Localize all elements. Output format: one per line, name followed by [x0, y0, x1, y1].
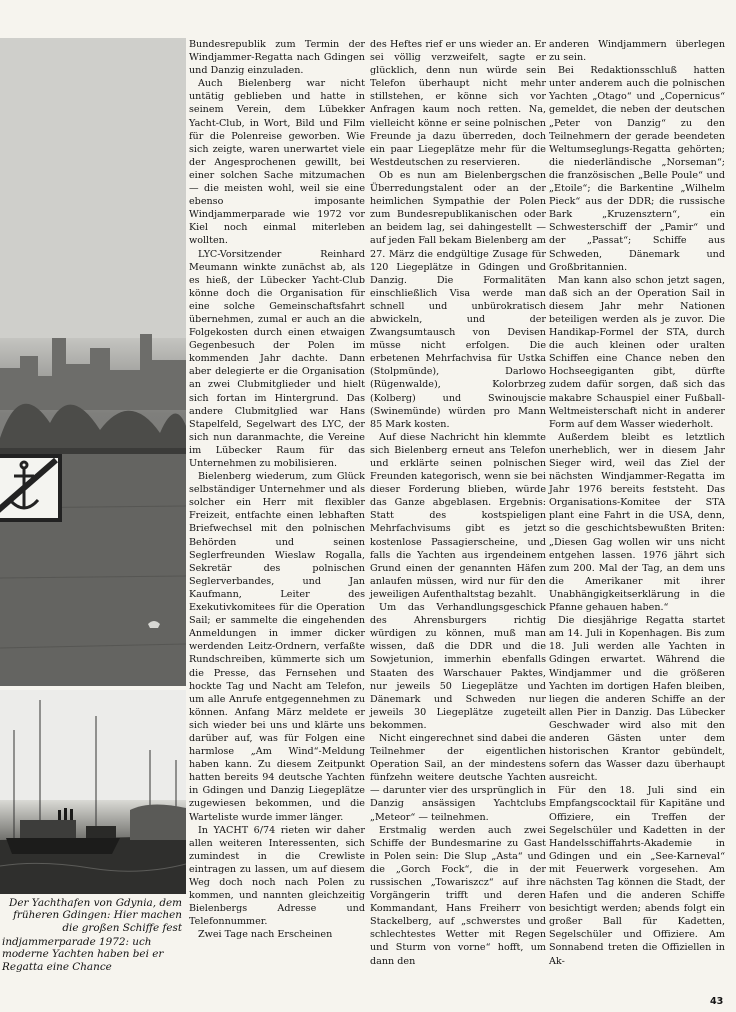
paragraph: Man kann also schon jetzt sagen, daß sich an der Operation Sail in diesem Jahr mehr Nationen beteiligen werden als je zuvor. Die Handikap-Formel der STA, durch die auch kleinen oder uralten Schiffen eine Chance neben den Hochseegiganten gibt, dürfte zudem dafür sorgen, daß sich das makabre Schauspiel einer Fußball-Weltmeisterschaft nicht in anderer Form auf dem Wasser wiederholt.	[549, 274, 725, 430]
photo-caption-bottom: indjammerparade 1972: uch moderne Yachten haben bei er Regatta eine Chance	[2, 936, 164, 973]
paragraph: Auf diese Nachricht hin klemmte sich Bielenberg erneut ans Telefon und erklärte seinen polnischen Freunden kategorisch, wenn sie bei dieser Forderung blieben, würde das Ganze abgeblasen. Ergebnis: Statt des kostspieligen Mehrfachvisums gibt es jetzt kostenlose Passagierscheine, und falls die Yachten aus irgendeinem Grund einen der genannten Häfen anlaufen müssen, wird nur für den jeweiligen Aufenthaltstag bezahlt.	[370, 431, 546, 600]
paragraph: Bundesrepublik zum Termin der Windjammer-Regatta nach Gdingen und Danzig einzuladen.	[189, 39, 365, 77]
article-column-1	[189, 38, 365, 941]
paragraph: Zwei Tage nach Erscheinen	[198, 929, 333, 941]
paragraph: Bei Redaktionsschluß hatten unter anderem auch die polnischen Yachten „Otago“ und „Copernicus“ gemeldet, die neben der deutschen „Peter von Danzig“ zu den Teilnehmern der gerade beendeten Weltumseglungs-Regatta gehörten; die niederländische „Norseman“; die französischen „Belle Poule“ und „Etoile“; die Barkentine „Wilhelm Pieck“ aus der DDR; die russische Bark „Kruzensztern“, ein Schwesterschiff der „Pamir“ und der „Passat“; Schiffe aus Schweden, Dänemark und Großbritannien.	[549, 65, 725, 273]
paragraph: Um das Verhandlungsgeschick des Ahrensburgers richtig würdigen zu können, muß man wissen, daß die DDR und die Sowjetunion, immerhin ebenfalls Staaten des Warschauer Paktes, nur jeweils 50 Liegeplätze und Dänemark und Schweden nur jeweils 30 Liegeplätze zugeteilt bekommen.	[370, 602, 546, 731]
paragraph: Die diesjährige Regatta startet am 14. Juli in Kopenhagen. Bis zum 18. Juli werden alle Yachten in Gdingen erwartet. Während die Windjammer und die größeren Yachten im dortigen Hafen bleiben, liegen die anderen Schiffe an der allen Pier in Danzig. Das Lübecker Geschwader wird also mit den anderen Gästen unter dem historischen Krantor gebündelt, sofern das Wasser dazu überhaupt ausreicht.	[549, 615, 725, 784]
paragraph: Außerdem bleibt es letztlich unerheblich, wer in diesem Jahr Sieger wird, weil das Ziel der nächsten Windjammer-Regatta im Jahr 1976 bereits feststeht. Das Organisations-Komitee der STA plant eine Fahrt in die USA, denn, so die geschichtsbewußten Briten: „Diesen Gag wollen wir uns nicht entgehen lassen. 1976 jährt sich zum 200. Mal der Tag, an dem uns die Amerikaner mit ihrer Unabhängigkeitserklärung in die Pfanne gehauen haben.“	[549, 431, 725, 614]
paragraph: Auch Bielenberg war nicht untätig geblieben und hatte in seinem Verein, dem Lübekker Yacht-Club, in Wort, Bild und Film für die Polenreise geworben. Wie sich zeigte, waren unerwartet viele der Angesprochenen gewillt, bei einer solchen Sache mitzumachen — die meisten wohl, weil sie eine ebenso imposante Windjammerparade wie 1972 vor Kiel noch einmal miterleben wollten.	[189, 78, 365, 247]
paragraph: LYC-Vorsitzender Reinhard Meumann winkte zunächst ab, als es hieß, der Lübecker Yacht-Club könne doch die Organisation für eine solche Gemeinschaftsfahrt übernehmen, zumal er auch an die Folgekosten durch einen etwaigen Gegenbesuch der Polen im kommenden Jahr dachte. Dann aber delegierte er die Organisation an zwei Clubmitglieder und hielt sich fortan im Hintergrund. Das andere Clubmitglied war Hans Stapelfeld, Segelwart des LYC, der sich nun daranmachte, die Vereine im Lübecker Raum für das Unternehmen zu mobilisieren.	[189, 248, 365, 469]
harbor-photo	[0, 38, 186, 686]
paragraph: Erstmalig werden auch zwei Schiffe der Bundesmarine zu Gast in Polen sein: Die Slup „Asta“ und die „Gorch Fock“, die in der russischen „Towariszcz“ auf ihre Vorgängerin trifft und deren Kommandant, Hans Freiherr von Stackelberg, auf „schwerstes und schlechtestes Wetter mit Regen und Sturm von vorne“ hofft, um dann den	[370, 824, 546, 967]
paragraph: Nicht eingerechnet sind dabei die Teilnehmer der eigentlichen Operation Sail, an der mindestens fünfzehn weitere deutsche Yachten — darunter vier des ursprünglich in Danzig ansässigen Yachtclubs „Meteor“ — teilnehmen.	[370, 732, 546, 823]
yachts-photo	[0, 690, 186, 894]
harbor-photo-graphic	[0, 38, 186, 686]
paragraph: Bielenberg wiederum, zum Glück selbständiger Unternehmer und als solcher ein Herr mit flexibler Freizeit, entfachte einen lebhaften Briefwechsel mit den polnischen Behörden und seinen Seglerfreunden Wieslaw Rogalla, Sekretär des polnischen Seglerverbandes, und Jan Kaufmann, Leiter des Exekutivkomitees für die Operation Sail; er sammelte die eingehenden Anmeldungen in immer dicker werdenden Leitz-Ordnern, verfaßte Rundschreiben, kümmerte sich um die Presse, das Fernsehen und hockte Tag und Nacht am Telefon, um alle Anrufe entgegennehmen zu können. Anfang März meldete er sich wieder bei uns und klärte uns darüber auf, was für Folgen eine harmlose „Am Wind“-Meldung haben kann. Zu diesem Zeitpunkt hatten bereits 94 deutsche Yachten in Gdingen und Danzig Liegeplätze zugewiesen bekommen, und die Warteliste wurde immer länger.	[189, 471, 365, 823]
paragraph: anderen Windjammern überlegen zu sein.	[549, 39, 725, 64]
page-number: 43	[710, 996, 724, 1007]
photo-caption-top: Der Yachthafen von Gdynia, dem früheren Gdingen: Hier machen die großen Schiffe fest	[9, 897, 182, 934]
paragraph: Ob es nun am Bielenbergschen Überredungstalent oder an der heimlichen Sympathie der Polen zum Bundesrepublikanischen oder an beidem lag, sei dahingestellt — auf jeden Fall bekam Bielenberg am 27. März die endgültige Zusage für 120 Liegeplätze in Gdingen und Danzig. Die Formalitäten einschließlich Visa werde man schnell und unbürokratisch abwickeln, und der Zwangsumtausch von Devisen müsse nicht erfolgen. Die erbetenen Mehrfachvisa für Ustka (Stolpmünde), Darlowo (Rügenwalde), Kolorbrzeg (Kolberg) und Swinoujscie (Swinemünde) würden pro Mann 85 Mark kosten.	[370, 169, 546, 430]
article-column-2	[370, 38, 546, 968]
paragraph: In YACHT 6/74 rieten wir daher allen weiteren Interessenten, sich zumindest in die Crewliste eintragen zu lassen, um auf diesem Weg doch noch nach Polen zu kommen, und nannten gleichzeitig Bielenbergs Adresse und Telefonnummer.	[189, 824, 365, 928]
paragraph: Für den 18. Juli sind ein Empfangscocktail für Kapitäne und Offiziere, ein Treffen der Segelschüler und Kadetten in der Handelsschiffahrts-Akademie in Gdingen und ein „See-Karneval“ mit Feuerwerk vorgesehen. Am nächsten Tag können die Stadt, der Hafen und die anderen Schiffe besichtigt werden; abends folgt ein großer Ball für Kadetten, Segelschüler und Offiziere. Am Sonnabend treten die Offiziellen in Ak-	[549, 785, 725, 967]
paragraph: des Heftes rief er uns wieder an. Er sei völlig verzweifelt, sagte er glücklich, denn nun würde sein Telefon überhaupt nicht mehr stillstehen, er könne sich vor Anfragen kaum noch retten. Na, vielleicht könne er seine polnischen Freunde ja dazu überreden, doch ein paar Liegeplätze mehr für die Westdeutschen zu reservieren.	[370, 39, 546, 168]
article-column-3	[549, 38, 725, 968]
yachts-photo-graphic	[0, 690, 186, 894]
